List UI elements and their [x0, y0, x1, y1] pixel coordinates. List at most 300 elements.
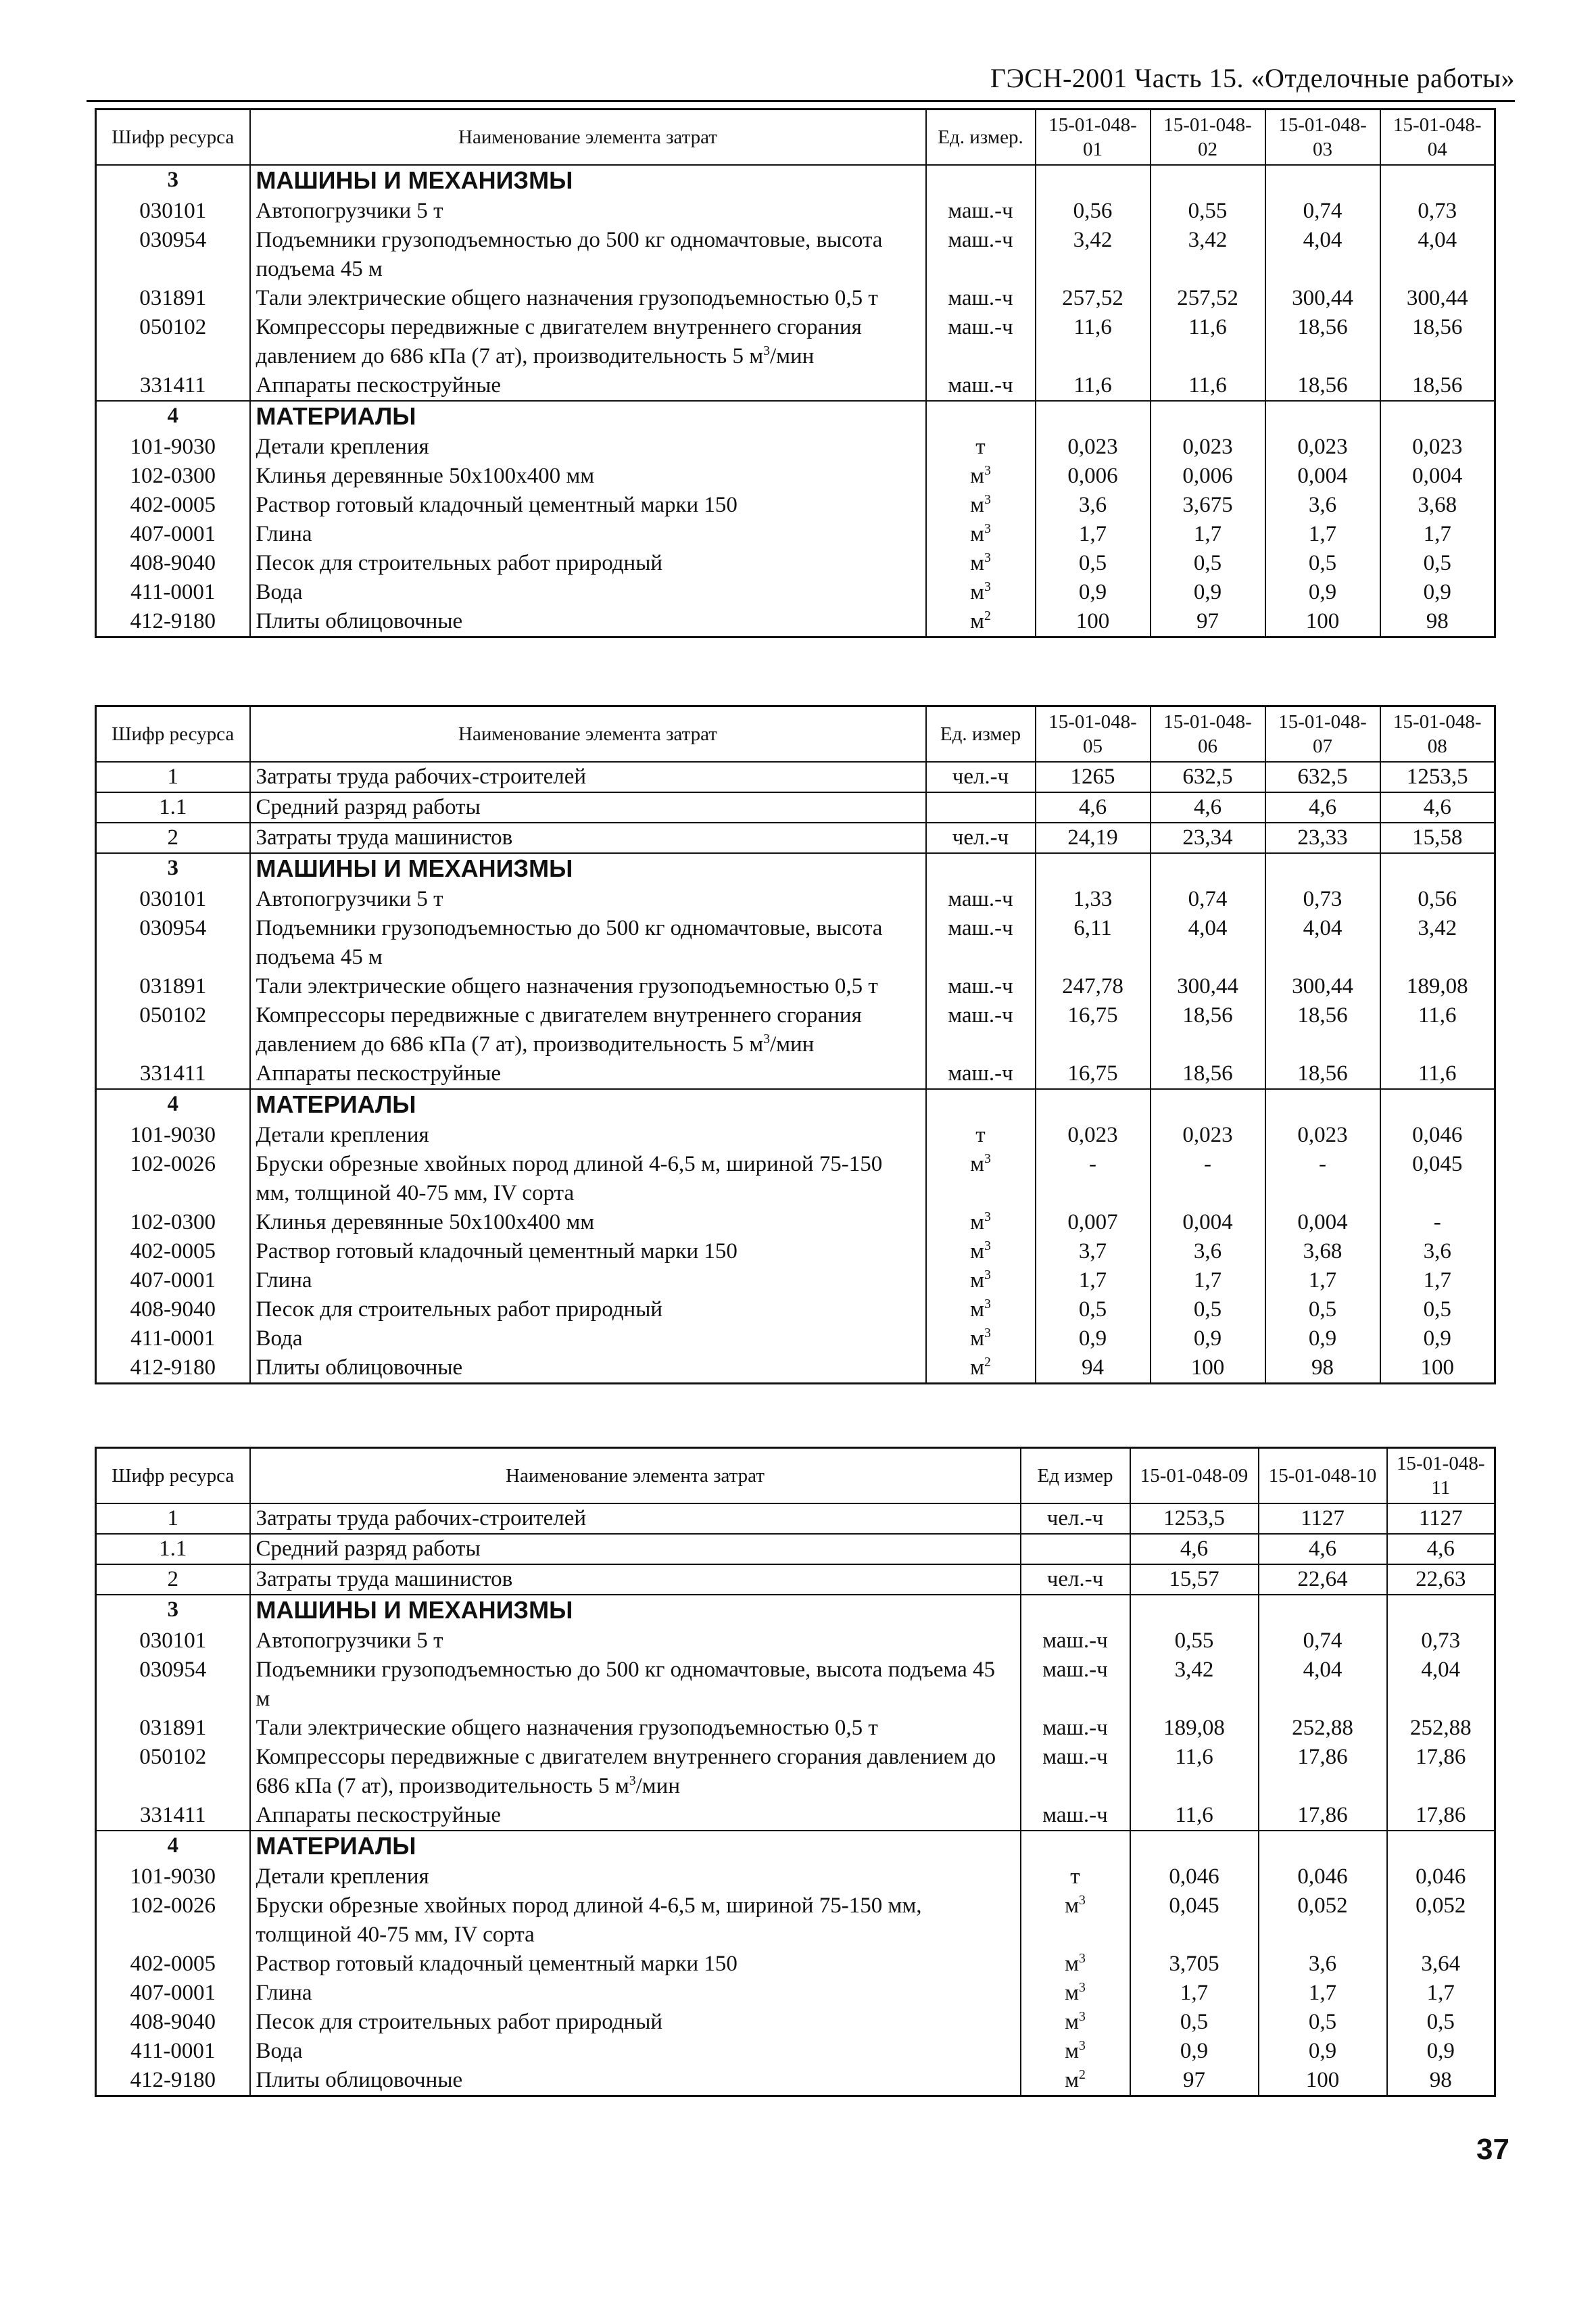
unit: $м^3$	[926, 549, 1036, 578]
norm-value: 632,5	[1265, 762, 1380, 792]
resource-code: 101-9030	[96, 1121, 250, 1150]
unit: маш.-ч	[926, 885, 1036, 914]
norm-value: 0,9	[1387, 2037, 1495, 2066]
header-unit: Ед измер	[1021, 1448, 1130, 1504]
norm-value: 0,023	[1151, 1121, 1265, 1150]
header-norm-code: 15-01-048-11	[1387, 1448, 1495, 1504]
norm-value: 11,6	[1036, 371, 1151, 401]
norm-value: 11,6	[1151, 313, 1265, 371]
resource-name: Компрессоры передвижные с двигателем внутреннего сгорания давлением до 686 кПа (7 ат), производительность 5 $м^3$/мин	[250, 313, 926, 371]
norm-value: 1,7	[1036, 1266, 1151, 1295]
norm-value: 0,9	[1036, 1324, 1151, 1353]
header-norm-code: 15-01-048-03	[1265, 110, 1380, 166]
page-header: ГЭСН-2001 Часть 15. «Отделочные работы»	[990, 63, 1515, 93]
resource-name: Тали электрические общего назначения грузоподъемностью 0,5 т	[250, 972, 926, 1001]
table-row	[96, 578, 1495, 607]
norm-value: 23,33	[1265, 823, 1380, 853]
table-row	[96, 1059, 1495, 1089]
norm-value: -	[1036, 1150, 1151, 1208]
norm-value: 3,6	[1380, 1237, 1495, 1266]
unit: $м^3$	[926, 578, 1036, 607]
unit: чел.-ч	[926, 823, 1036, 853]
norm-value: 1,7	[1265, 520, 1380, 549]
norm-value	[1151, 401, 1265, 433]
unit: $м^2$	[926, 607, 1036, 637]
norm-value: 1,7	[1380, 520, 1495, 549]
norm-value: 16,75	[1036, 1001, 1151, 1059]
norm-value: 0,052	[1387, 1891, 1495, 1950]
header-name: Наименование элемента затрат	[250, 110, 926, 166]
unit	[926, 1089, 1036, 1121]
norm-value: 300,44	[1265, 284, 1380, 313]
norm-value: 3,705	[1130, 1950, 1259, 1979]
norm-value: 18,56	[1265, 1001, 1380, 1059]
section-row	[96, 1595, 1495, 1626]
norm-value: 4,6	[1387, 1534, 1495, 1564]
table-header-row	[96, 706, 1495, 763]
norm-value: 1,7	[1259, 1979, 1387, 2008]
header-norm-code: 15-01-048-07	[1265, 706, 1380, 763]
resource-code: 412-9180	[96, 1353, 250, 1384]
section-title: МАШИНЫ И МЕХАНИЗМЫ	[250, 165, 926, 197]
resource-code: 102-0026	[96, 1891, 250, 1950]
resource-code: 050102	[96, 1001, 250, 1059]
norm-value: 300,44	[1380, 284, 1495, 313]
section-row	[96, 853, 1495, 885]
resource-name: Тали электрические общего назначения грузоподъемностью 0,5 т	[250, 284, 926, 313]
norm-value: 18,56	[1380, 371, 1495, 401]
resource-code: 4	[96, 1831, 250, 1862]
norm-value: 22,64	[1259, 1564, 1387, 1595]
norm-value: 0,73	[1387, 1626, 1495, 1656]
table-row	[96, 1295, 1495, 1324]
norm-value: 0,55	[1151, 197, 1265, 226]
table-row	[96, 1626, 1495, 1656]
table-row	[96, 491, 1495, 520]
norm-value: 17,86	[1387, 1801, 1495, 1831]
header-norm-code: 15-01-048-10	[1259, 1448, 1387, 1504]
resource-name: Автопогрузчики 5 т	[250, 885, 926, 914]
table-row	[96, 2037, 1495, 2066]
norm-value: 0,004	[1265, 1208, 1380, 1237]
norm-value: 4,04	[1387, 1656, 1495, 1714]
norm-value: 0,56	[1036, 197, 1151, 226]
norm-value: 11,6	[1130, 1743, 1259, 1801]
unit: маш.-ч	[1021, 1801, 1130, 1831]
unit: $м^3$	[926, 1324, 1036, 1353]
norm-value: 100	[1380, 1353, 1495, 1384]
norm-value: 0,046	[1130, 1862, 1259, 1891]
resource-code: 1	[96, 762, 250, 792]
section-row	[96, 165, 1495, 197]
unit: т	[926, 433, 1036, 462]
unit: $м^3$	[926, 1208, 1036, 1237]
norm-value: 0,023	[1036, 1121, 1151, 1150]
table-row	[96, 1950, 1495, 1979]
norm-value: 100	[1036, 607, 1151, 637]
norm-value: 257,52	[1151, 284, 1265, 313]
resource-code: 3	[96, 853, 250, 885]
resource-name: Клинья деревянные 50x100x400 мм	[250, 1208, 926, 1237]
resource-code: 408-9040	[96, 1295, 250, 1324]
resource-name: Автопогрузчики 5 т	[250, 1626, 1021, 1656]
norm-value: 100	[1259, 2066, 1387, 2096]
norm-value: 0,5	[1036, 549, 1151, 578]
norm-value	[1380, 1089, 1495, 1121]
header-norm-code: 15-01-048-06	[1151, 706, 1265, 763]
resource-name: Подъемники грузоподъемностью до 500 кг одномачтовые, высота подъема 45 м	[250, 226, 926, 284]
norm-value: 3,7	[1036, 1237, 1151, 1266]
table-row	[96, 914, 1495, 972]
unit: маш.-ч	[1021, 1743, 1130, 1801]
norm-value: 300,44	[1151, 972, 1265, 1001]
resource-code: 407-0001	[96, 1266, 250, 1295]
resource-code: 407-0001	[96, 520, 250, 549]
table-row	[96, 462, 1495, 491]
norm-value: 0,9	[1036, 578, 1151, 607]
resource-code: 1.1	[96, 792, 250, 823]
resource-name: Компрессоры передвижные с двигателем внутреннего сгорания давлением до 686 кПа (7 ат), производительность 5 $м^3$/мин	[250, 1001, 926, 1059]
unit: $м^3$	[926, 520, 1036, 549]
header-norm-code: 15-01-048-05	[1036, 706, 1151, 763]
header-norm-code: 15-01-048-09	[1130, 1448, 1259, 1504]
table-row	[96, 1656, 1495, 1714]
norm-value: 1,7	[1130, 1979, 1259, 2008]
norm-value	[1265, 165, 1380, 197]
norm-value: 97	[1151, 607, 1265, 637]
resource-name: Бруски обрезные хвойных пород длиной 4-6,5 м, шириной 75-150 мм, толщиной 40-75 мм, IV сорта	[250, 1891, 1021, 1950]
resource-name: Песок для строительных работ природный	[250, 2008, 1021, 2037]
norm-value: 0,5	[1036, 1295, 1151, 1324]
norm-value: 1,33	[1036, 885, 1151, 914]
table-row	[96, 520, 1495, 549]
resource-name: Раствор готовый кладочный цементный марки 150	[250, 1950, 1021, 1979]
resource-code: 4	[96, 1089, 250, 1121]
norm-value: 0,9	[1380, 1324, 1495, 1353]
unit: $м^3$	[1021, 2037, 1130, 2066]
norm-value: 18,56	[1265, 1059, 1380, 1089]
norm-value: 189,08	[1130, 1714, 1259, 1743]
resource-name: Компрессоры передвижные с двигателем внутреннего сгорания давлением до 686 кПа (7 ат), производительность 5 $м^3$/мин	[250, 1743, 1021, 1801]
norm-value	[1151, 853, 1265, 885]
header-unit: Ед. измер	[926, 706, 1036, 763]
resource-name: Затраты труда машинистов	[250, 1564, 1021, 1595]
norm-value: 257,52	[1036, 284, 1151, 313]
norm-value: 18,56	[1265, 371, 1380, 401]
resource-code: 331411	[96, 1059, 250, 1089]
norm-value: 0,023	[1380, 433, 1495, 462]
resource-name: Подъемники грузоподъемностью до 500 кг одномачтовые, высота подъема 45 м	[250, 914, 926, 972]
resource-code: 031891	[96, 284, 250, 313]
norm-value: 247,78	[1036, 972, 1151, 1001]
unit	[1021, 1534, 1130, 1564]
norm-value: 0,004	[1265, 462, 1380, 491]
norm-value	[1036, 401, 1151, 433]
unit: $м^2$	[1021, 2066, 1130, 2096]
resource-table-3	[95, 1447, 1496, 2097]
unit: маш.-ч	[926, 914, 1036, 972]
resource-code: 030101	[96, 197, 250, 226]
header-norm-code: 15-01-048-08	[1380, 706, 1495, 763]
unit: $м^3$	[926, 1150, 1036, 1208]
norm-value: 189,08	[1380, 972, 1495, 1001]
norm-value: 18,56	[1265, 313, 1380, 371]
section-row	[96, 1831, 1495, 1862]
norm-value: 252,88	[1259, 1714, 1387, 1743]
resource-code: 411-0001	[96, 578, 250, 607]
norm-value	[1151, 165, 1265, 197]
unit	[1021, 1831, 1130, 1862]
header-code: Шифр ресурса	[96, 1448, 250, 1504]
resource-code: 050102	[96, 1743, 250, 1801]
norm-value: 0,5	[1265, 549, 1380, 578]
resource-table-1	[95, 108, 1496, 638]
unit: чел.-ч	[926, 762, 1036, 792]
resource-code: 408-9040	[96, 2008, 250, 2037]
resource-code: 3	[96, 1595, 250, 1626]
unit: $м^3$	[926, 491, 1036, 520]
norm-value: 11,6	[1151, 371, 1265, 401]
norm-value	[1387, 1595, 1495, 1626]
table-row	[96, 549, 1495, 578]
table-row	[96, 1564, 1495, 1595]
table-row	[96, 1121, 1495, 1150]
table-row	[96, 1503, 1495, 1534]
norm-value	[1036, 165, 1151, 197]
header-norm-code: 15-01-048-02	[1151, 110, 1265, 166]
norm-value: 0,74	[1259, 1626, 1387, 1656]
resource-name: Затраты труда рабочих-строителей	[250, 1503, 1021, 1534]
norm-value: 0,74	[1265, 197, 1380, 226]
norm-value: 94	[1036, 1353, 1151, 1384]
resource-code: 102-0300	[96, 462, 250, 491]
section-title: МАШИНЫ И МЕХАНИЗМЫ	[250, 1595, 1021, 1626]
norm-value: 0,046	[1259, 1862, 1387, 1891]
norm-value: 0,5	[1151, 1295, 1265, 1324]
resource-code: 102-0026	[96, 1150, 250, 1208]
resource-name: Раствор готовый кладочный цементный марки 150	[250, 1237, 926, 1266]
norm-value: 11,6	[1380, 1001, 1495, 1059]
resource-code: 4	[96, 401, 250, 433]
table-row	[96, 1714, 1495, 1743]
norm-value: 0,9	[1259, 2037, 1387, 2066]
norm-value: 4,6	[1380, 792, 1495, 823]
norm-value: 11,6	[1130, 1801, 1259, 1831]
section-title: МАТЕРИАЛЫ	[250, 401, 926, 433]
unit: маш.-ч	[926, 284, 1036, 313]
norm-value: -	[1380, 1208, 1495, 1237]
resource-code: 050102	[96, 313, 250, 371]
unit	[926, 401, 1036, 433]
norm-value: 0,73	[1380, 197, 1495, 226]
norm-value: 0,73	[1265, 885, 1380, 914]
unit: маш.-ч	[1021, 1714, 1130, 1743]
norm-value: 4,04	[1151, 914, 1265, 972]
section-row	[96, 401, 1495, 433]
resource-name: Аппараты пескоструйные	[250, 1059, 926, 1089]
resource-code: 030101	[96, 1626, 250, 1656]
table-row	[96, 1743, 1495, 1801]
norm-value: 0,9	[1130, 2037, 1259, 2066]
norm-value	[1036, 1089, 1151, 1121]
norm-value: 4,04	[1265, 226, 1380, 284]
norm-value	[1151, 1089, 1265, 1121]
resource-name: Плиты облицовочные	[250, 607, 926, 637]
resource-name: Плиты облицовочные	[250, 2066, 1021, 2096]
table-row	[96, 284, 1495, 313]
resource-code: 102-0300	[96, 1208, 250, 1237]
norm-value: 0,5	[1265, 1295, 1380, 1324]
norm-value: 0,9	[1151, 1324, 1265, 1353]
unit	[926, 165, 1036, 197]
unit: $м^3$	[1021, 1891, 1130, 1950]
norm-value	[1036, 853, 1151, 885]
norm-value: 4,04	[1380, 226, 1495, 284]
norm-value: 0,046	[1380, 1121, 1495, 1150]
header-code: Шифр ресурса	[96, 110, 250, 166]
norm-value: 0,5	[1130, 2008, 1259, 2037]
norm-value: 632,5	[1151, 762, 1265, 792]
norm-value: 3,6	[1036, 491, 1151, 520]
resource-code: 030954	[96, 914, 250, 972]
header-norm-code: 15-01-048-01	[1036, 110, 1151, 166]
resource-name: Бруски обрезные хвойных пород длиной 4-6,5 м, шириной 75-150 мм, толщиной 40-75 мм, IV сорта	[250, 1150, 926, 1208]
norm-value: 6,11	[1036, 914, 1151, 972]
norm-value: 0,9	[1265, 1324, 1380, 1353]
norm-value: 3,6	[1151, 1237, 1265, 1266]
norm-value: 17,86	[1387, 1743, 1495, 1801]
resource-code: 411-0001	[96, 1324, 250, 1353]
norm-value	[1130, 1831, 1259, 1862]
table-row	[96, 1150, 1495, 1208]
norm-value: 0,56	[1380, 885, 1495, 914]
norm-value	[1380, 853, 1495, 885]
norm-value	[1259, 1831, 1387, 1862]
norm-value: 0,5	[1380, 1295, 1495, 1324]
header-norm-code: 15-01-048-04	[1380, 110, 1495, 166]
unit: маш.-ч	[926, 1001, 1036, 1059]
header-unit: Ед. измер.	[926, 110, 1036, 166]
page-number: 37	[1476, 2133, 1509, 2166]
norm-value: 3,64	[1387, 1950, 1495, 1979]
norm-value: 300,44	[1265, 972, 1380, 1001]
header-name: Наименование элемента затрат	[250, 706, 926, 763]
resource-name: Глина	[250, 1979, 1021, 2008]
table-row	[96, 433, 1495, 462]
norm-value: 3,42	[1036, 226, 1151, 284]
norm-value: 0,74	[1151, 885, 1265, 914]
table-row	[96, 2066, 1495, 2096]
resource-code: 3	[96, 165, 250, 197]
resource-name: Вода	[250, 2037, 1021, 2066]
section-title: МАТЕРИАЛЫ	[250, 1089, 926, 1121]
norm-value: 4,04	[1259, 1656, 1387, 1714]
table-row	[96, 823, 1495, 853]
table-row	[96, 371, 1495, 401]
unit: маш.-ч	[926, 313, 1036, 371]
resource-code: 031891	[96, 972, 250, 1001]
norm-value	[1259, 1595, 1387, 1626]
unit: маш.-ч	[926, 371, 1036, 401]
norm-value: 18,56	[1380, 313, 1495, 371]
norm-value: 97	[1130, 2066, 1259, 2096]
unit: т	[926, 1121, 1036, 1150]
unit: $м^3$	[926, 462, 1036, 491]
norm-value: 4,6	[1130, 1534, 1259, 1564]
table-header-row	[96, 1448, 1495, 1504]
unit	[926, 853, 1036, 885]
unit: $м^3$	[1021, 1979, 1130, 2008]
resource-name: Тали электрические общего назначения грузоподъемностью 0,5 т	[250, 1714, 1021, 1743]
unit: маш.-ч	[926, 1059, 1036, 1089]
norm-value: 15,58	[1380, 823, 1495, 853]
resource-name: Затраты труда машинистов	[250, 823, 926, 853]
table-row	[96, 607, 1495, 637]
norm-value: 0,5	[1151, 549, 1265, 578]
unit: $м^3$	[1021, 1950, 1130, 1979]
norm-value: 0,5	[1259, 2008, 1387, 2037]
unit: т	[1021, 1862, 1130, 1891]
norm-value: 3,68	[1380, 491, 1495, 520]
resource-name: Детали крепления	[250, 433, 926, 462]
norm-value	[1380, 401, 1495, 433]
norm-value: 1127	[1259, 1503, 1387, 1534]
header-rule	[87, 100, 1515, 102]
norm-value: 0,5	[1380, 549, 1495, 578]
norm-value	[1265, 401, 1380, 433]
unit	[926, 792, 1036, 823]
norm-value: 18,56	[1151, 1059, 1265, 1089]
resource-table-2	[95, 705, 1496, 1384]
norm-value: 3,42	[1151, 226, 1265, 284]
norm-value: 0,045	[1130, 1891, 1259, 1950]
resource-code: 331411	[96, 1801, 250, 1831]
norm-value: 1,7	[1387, 1979, 1495, 2008]
norm-value: 98	[1380, 607, 1495, 637]
norm-value: 3,675	[1151, 491, 1265, 520]
norm-value: 24,19	[1036, 823, 1151, 853]
resource-name: Плиты облицовочные	[250, 1353, 926, 1384]
resource-name: Песок для строительных работ природный	[250, 549, 926, 578]
norm-value: 1127	[1387, 1503, 1495, 1534]
resource-code: 402-0005	[96, 1950, 250, 1979]
norm-value: 0,006	[1036, 462, 1151, 491]
norm-value: -	[1265, 1150, 1380, 1208]
norm-value: 1253,5	[1380, 762, 1495, 792]
unit	[1021, 1595, 1130, 1626]
resource-code: 030101	[96, 885, 250, 914]
norm-value: 4,6	[1036, 792, 1151, 823]
table-row	[96, 1862, 1495, 1891]
norm-value: 0,023	[1151, 433, 1265, 462]
resource-name: Детали крепления	[250, 1862, 1021, 1891]
norm-value: 0,55	[1130, 1626, 1259, 1656]
norm-value: 100	[1265, 607, 1380, 637]
norm-value: 98	[1265, 1353, 1380, 1384]
section-title: МАШИНЫ И МЕХАНИЗМЫ	[250, 853, 926, 885]
unit: $м^3$	[926, 1295, 1036, 1324]
table-row	[96, 226, 1495, 284]
section-row	[96, 1089, 1495, 1121]
resource-code: 030954	[96, 1656, 250, 1714]
resource-name: Аппараты пескоструйные	[250, 371, 926, 401]
resource-name: Детали крепления	[250, 1121, 926, 1150]
norm-value: 0,004	[1380, 462, 1495, 491]
resource-name: Аппараты пескоструйные	[250, 1801, 1021, 1831]
unit: маш.-ч	[1021, 1626, 1130, 1656]
norm-value	[1387, 1831, 1495, 1862]
norm-value: 23,34	[1151, 823, 1265, 853]
